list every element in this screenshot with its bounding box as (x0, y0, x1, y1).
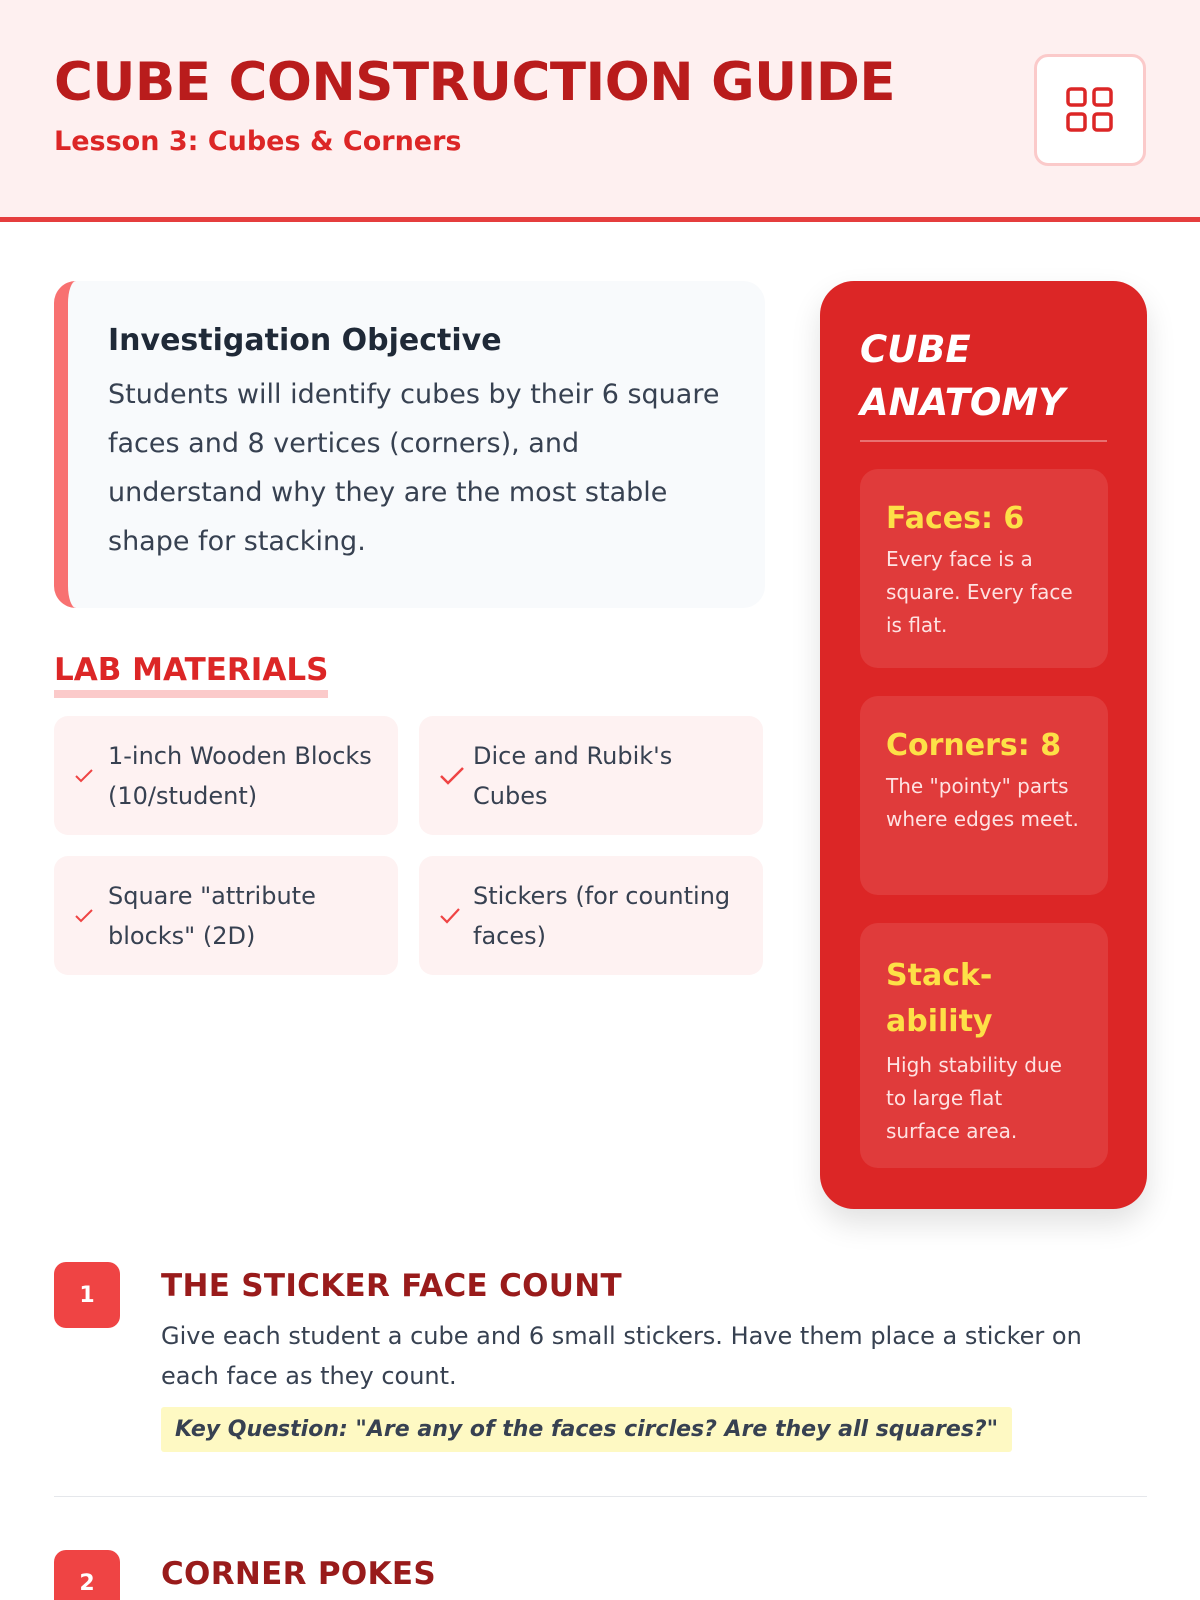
material-item (419, 716, 763, 835)
materials-heading: LAB MATERIALS (54, 650, 328, 698)
anatomy-heading: CUBE ANATOMY (860, 328, 1065, 424)
anatomy-card-faces (860, 469, 1108, 668)
anatomy-card-corners (860, 696, 1108, 895)
material-label: 1-inch Wooden Blocks (10/student) (108, 741, 372, 810)
page-title: CUBE CONSTRUCTION GUIDE (54, 52, 896, 113)
material-label: Square "attribute blocks" (2D) (108, 881, 316, 950)
key-question: Key Question: "Are any of the faces circles? Are they all squares?" (161, 1407, 1012, 1452)
check-icon (439, 907, 473, 925)
anatomy-card-desc: The "pointy" parts where edges meet. (886, 774, 1079, 831)
anatomy-card-title: Faces: 6 (886, 501, 1025, 536)
anatomy-card-title: Stack-ability (886, 958, 993, 1039)
lesson-subtitle: Lesson 3: Cubes & Corners (54, 126, 462, 157)
grid-icon (1066, 87, 1114, 133)
step-number-badge: 2 (54, 1550, 120, 1600)
anatomy-card-desc: Every face is a square. Every face is flat. (886, 547, 1073, 637)
step-number-badge: 1 (54, 1262, 120, 1328)
page-header (0, 0, 1200, 222)
step-title: THE STICKER FACE COUNT (161, 1268, 622, 1304)
step-2 (54, 1550, 1147, 1600)
material-label: Dice and Rubik's Cubes (473, 741, 673, 810)
step-description: Give each student a cube and 6 small stickers. Have them place a sticker on each face as they count. (161, 1322, 1082, 1390)
grid-menu-button[interactable] (1034, 54, 1146, 166)
material-item (54, 856, 398, 975)
check-icon (74, 908, 108, 924)
material-label: Stickers (for counting faces) (473, 881, 731, 950)
objective-heading: Investigation Objective (108, 323, 502, 358)
material-item (54, 716, 398, 835)
step-1 (54, 1262, 1147, 1462)
divider (860, 440, 1107, 442)
check-icon (74, 768, 108, 784)
objective-card (54, 281, 765, 608)
step-title: CORNER POKES (161, 1556, 436, 1592)
step-divider (54, 1496, 1147, 1497)
anatomy-card-title: Corners: 8 (886, 728, 1062, 763)
material-item (419, 856, 763, 975)
anatomy-card-stackability (860, 923, 1108, 1168)
cube-anatomy-panel (820, 281, 1147, 1209)
check-icon (439, 766, 473, 786)
objective-text: Students will identify cubes by their 6 square faces and 8 vertices (corners), and understand why they are the most stable shape for stacking. (108, 379, 720, 557)
anatomy-card-desc: High stability due to large flat surface area. (886, 1053, 1062, 1143)
